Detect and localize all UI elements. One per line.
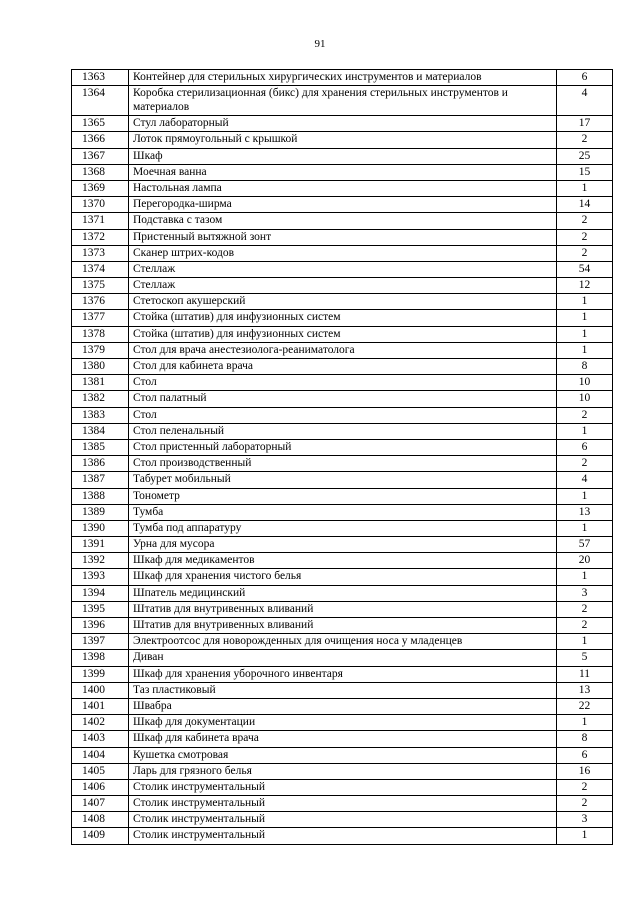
row-number-cell: 1406 [72, 779, 129, 795]
row-number-cell: 1376 [72, 294, 129, 310]
item-name-cell: Стойка (штатив) для инфузионных систем [129, 310, 557, 326]
row-number-cell: 1402 [72, 715, 129, 731]
inventory-table-body [72, 70, 613, 845]
item-name-cell: Подставка с тазом [129, 213, 557, 229]
item-name-cell: Стеллаж [129, 278, 557, 294]
item-name-cell: Моечная ванна [129, 164, 557, 180]
row-number-cell: 1364 [72, 86, 129, 116]
row-number-cell: 1395 [72, 601, 129, 617]
table-row [72, 148, 613, 164]
quantity-cell: 2 [557, 213, 613, 229]
item-name-cell: Ларь для грязного белья [129, 763, 557, 779]
row-number-cell: 1373 [72, 245, 129, 261]
table-row [72, 407, 613, 423]
item-name-cell: Стул лабораторный [129, 116, 557, 132]
page-number: 91 [314, 38, 326, 50]
row-number-cell: 1398 [72, 650, 129, 666]
item-name-cell: Стол палатный [129, 391, 557, 407]
item-name-cell: Тонометр [129, 488, 557, 504]
item-name-cell: Диван [129, 650, 557, 666]
table-row [72, 326, 613, 342]
row-number-cell: 1394 [72, 585, 129, 601]
quantity-cell: 1 [557, 715, 613, 731]
quantity-cell: 2 [557, 456, 613, 472]
quantity-cell: 10 [557, 391, 613, 407]
item-name-cell: Стол [129, 375, 557, 391]
quantity-cell: 1 [557, 828, 613, 844]
quantity-cell: 6 [557, 747, 613, 763]
table-row [72, 423, 613, 439]
table-row [72, 132, 613, 148]
quantity-cell: 1 [557, 180, 613, 196]
row-number-cell: 1379 [72, 342, 129, 358]
table-row [72, 747, 613, 763]
table-row [72, 294, 613, 310]
table-row [72, 828, 613, 844]
item-name-cell: Таз пластиковый [129, 682, 557, 698]
table-row [72, 634, 613, 650]
table-row [72, 488, 613, 504]
table-row [72, 359, 613, 375]
item-name-cell: Тумба [129, 504, 557, 520]
table-row [72, 601, 613, 617]
table-row [72, 715, 613, 731]
quantity-cell: 8 [557, 359, 613, 375]
table-row [72, 472, 613, 488]
row-number-cell: 1370 [72, 197, 129, 213]
item-name-cell: Штатив для внутривенных вливаний [129, 618, 557, 634]
table-row [72, 520, 613, 536]
item-name-cell: Швабра [129, 698, 557, 714]
row-number-cell: 1408 [72, 812, 129, 828]
row-number-cell: 1375 [72, 278, 129, 294]
quantity-cell: 20 [557, 553, 613, 569]
item-name-cell: Коробка стерилизационная (бикс) для хранения стерильных инструментов и материалов [129, 86, 557, 116]
table-row [72, 213, 613, 229]
row-number-cell: 1396 [72, 618, 129, 634]
item-name-cell: Стол производственный [129, 456, 557, 472]
quantity-cell: 2 [557, 407, 613, 423]
quantity-cell: 10 [557, 375, 613, 391]
row-number-cell: 1388 [72, 488, 129, 504]
item-name-cell: Столик инструментальный [129, 779, 557, 795]
item-name-cell: Стол пристенный лабораторный [129, 439, 557, 455]
table-row [72, 731, 613, 747]
item-name-cell: Табурет мобильный [129, 472, 557, 488]
quantity-cell: 11 [557, 666, 613, 682]
item-name-cell: Настольная лампа [129, 180, 557, 196]
item-name-cell: Шкаф для документации [129, 715, 557, 731]
table-row [72, 391, 613, 407]
quantity-cell: 13 [557, 504, 613, 520]
item-name-cell: Шкаф [129, 148, 557, 164]
quantity-cell: 2 [557, 796, 613, 812]
row-number-cell: 1409 [72, 828, 129, 844]
quantity-cell: 1 [557, 310, 613, 326]
row-number-cell: 1389 [72, 504, 129, 520]
row-number-cell: 1397 [72, 634, 129, 650]
item-name-cell: Шкаф для кабинета врача [129, 731, 557, 747]
quantity-cell: 1 [557, 294, 613, 310]
item-name-cell: Шкаф для медикаментов [129, 553, 557, 569]
row-number-cell: 1378 [72, 326, 129, 342]
row-number-cell: 1381 [72, 375, 129, 391]
row-number-cell: 1366 [72, 132, 129, 148]
table-row [72, 779, 613, 795]
quantity-cell: 22 [557, 698, 613, 714]
table-row [72, 650, 613, 666]
table-row [72, 310, 613, 326]
table-row [72, 439, 613, 455]
quantity-cell: 4 [557, 86, 613, 116]
table-row [72, 504, 613, 520]
quantity-cell: 15 [557, 164, 613, 180]
quantity-cell: 1 [557, 342, 613, 358]
quantity-cell: 1 [557, 423, 613, 439]
quantity-cell: 25 [557, 148, 613, 164]
inventory-table [71, 69, 613, 845]
quantity-cell: 3 [557, 585, 613, 601]
quantity-cell: 54 [557, 261, 613, 277]
item-name-cell: Стол для кабинета врача [129, 359, 557, 375]
row-number-cell: 1365 [72, 116, 129, 132]
row-number-cell: 1391 [72, 537, 129, 553]
row-number-cell: 1401 [72, 698, 129, 714]
quantity-cell: 1 [557, 569, 613, 585]
row-number-cell: 1400 [72, 682, 129, 698]
item-name-cell: Сканер штрих-кодов [129, 245, 557, 261]
table-row [72, 261, 613, 277]
quantity-cell: 2 [557, 779, 613, 795]
table-row [72, 763, 613, 779]
quantity-cell: 14 [557, 197, 613, 213]
item-name-cell: Стол пеленальный [129, 423, 557, 439]
row-number-cell: 1386 [72, 456, 129, 472]
quantity-cell: 57 [557, 537, 613, 553]
quantity-cell: 2 [557, 229, 613, 245]
item-name-cell: Столик инструментальный [129, 796, 557, 812]
item-name-cell: Перегородка-ширма [129, 197, 557, 213]
quantity-cell: 5 [557, 650, 613, 666]
quantity-cell: 2 [557, 601, 613, 617]
quantity-cell: 1 [557, 520, 613, 536]
item-name-cell: Шкаф для хранения чистого белья [129, 569, 557, 585]
row-number-cell: 1387 [72, 472, 129, 488]
table-row [72, 537, 613, 553]
quantity-cell: 13 [557, 682, 613, 698]
item-name-cell: Электроотсос для новорожденных для очищения носа у младенцев [129, 634, 557, 650]
row-number-cell: 1372 [72, 229, 129, 245]
quantity-cell: 1 [557, 326, 613, 342]
row-number-cell: 1367 [72, 148, 129, 164]
item-name-cell: Стойка (штатив) для инфузионных систем [129, 326, 557, 342]
table-row [72, 164, 613, 180]
row-number-cell: 1403 [72, 731, 129, 747]
table-row [72, 682, 613, 698]
table-row [72, 116, 613, 132]
item-name-cell: Столик инструментальный [129, 812, 557, 828]
item-name-cell: Урна для мусора [129, 537, 557, 553]
quantity-cell: 16 [557, 763, 613, 779]
item-name-cell: Столик инструментальный [129, 828, 557, 844]
quantity-cell: 8 [557, 731, 613, 747]
row-number-cell: 1368 [72, 164, 129, 180]
row-number-cell: 1380 [72, 359, 129, 375]
table-row [72, 585, 613, 601]
table-row [72, 812, 613, 828]
item-name-cell: Кушетка смотровая [129, 747, 557, 763]
row-number-cell: 1377 [72, 310, 129, 326]
quantity-cell: 2 [557, 618, 613, 634]
table-row [72, 553, 613, 569]
table-row [72, 342, 613, 358]
item-name-cell: Стол для врача анестезиолога-реаниматолога [129, 342, 557, 358]
quantity-cell: 12 [557, 278, 613, 294]
table-row [72, 456, 613, 472]
table-row [72, 698, 613, 714]
quantity-cell: 6 [557, 439, 613, 455]
table-row [72, 278, 613, 294]
row-number-cell: 1405 [72, 763, 129, 779]
table-row [72, 569, 613, 585]
quantity-cell: 1 [557, 634, 613, 650]
row-number-cell: 1383 [72, 407, 129, 423]
table-row [72, 180, 613, 196]
quantity-cell: 4 [557, 472, 613, 488]
item-name-cell: Контейнер для стерильных хирургических инструментов и материалов [129, 70, 557, 86]
row-number-cell: 1392 [72, 553, 129, 569]
item-name-cell: Стеллаж [129, 261, 557, 277]
quantity-cell: 2 [557, 132, 613, 148]
quantity-cell: 17 [557, 116, 613, 132]
row-number-cell: 1382 [72, 391, 129, 407]
quantity-cell: 3 [557, 812, 613, 828]
item-name-cell: Стетоскоп акушерский [129, 294, 557, 310]
quantity-cell: 6 [557, 70, 613, 86]
table-row [72, 197, 613, 213]
row-number-cell: 1404 [72, 747, 129, 763]
item-name-cell: Стол [129, 407, 557, 423]
item-name-cell: Тумба под аппаратуру [129, 520, 557, 536]
row-number-cell: 1384 [72, 423, 129, 439]
table-row [72, 618, 613, 634]
item-name-cell: Лоток прямоугольный с крышкой [129, 132, 557, 148]
row-number-cell: 1393 [72, 569, 129, 585]
row-number-cell: 1371 [72, 213, 129, 229]
table-row [72, 796, 613, 812]
quantity-cell: 2 [557, 245, 613, 261]
table-row [72, 245, 613, 261]
item-name-cell: Штатив для внутривенных вливаний [129, 601, 557, 617]
item-name-cell: Шкаф для хранения уборочного инвентаря [129, 666, 557, 682]
row-number-cell: 1385 [72, 439, 129, 455]
item-name-cell: Шпатель медицинский [129, 585, 557, 601]
table-row [72, 666, 613, 682]
quantity-cell: 1 [557, 488, 613, 504]
table-row [72, 86, 613, 116]
item-name-cell: Пристенный вытяжной зонт [129, 229, 557, 245]
row-number-cell: 1363 [72, 70, 129, 86]
table-row [72, 229, 613, 245]
row-number-cell: 1369 [72, 180, 129, 196]
table-row [72, 375, 613, 391]
row-number-cell: 1374 [72, 261, 129, 277]
row-number-cell: 1399 [72, 666, 129, 682]
row-number-cell: 1407 [72, 796, 129, 812]
row-number-cell: 1390 [72, 520, 129, 536]
table-row [72, 70, 613, 86]
